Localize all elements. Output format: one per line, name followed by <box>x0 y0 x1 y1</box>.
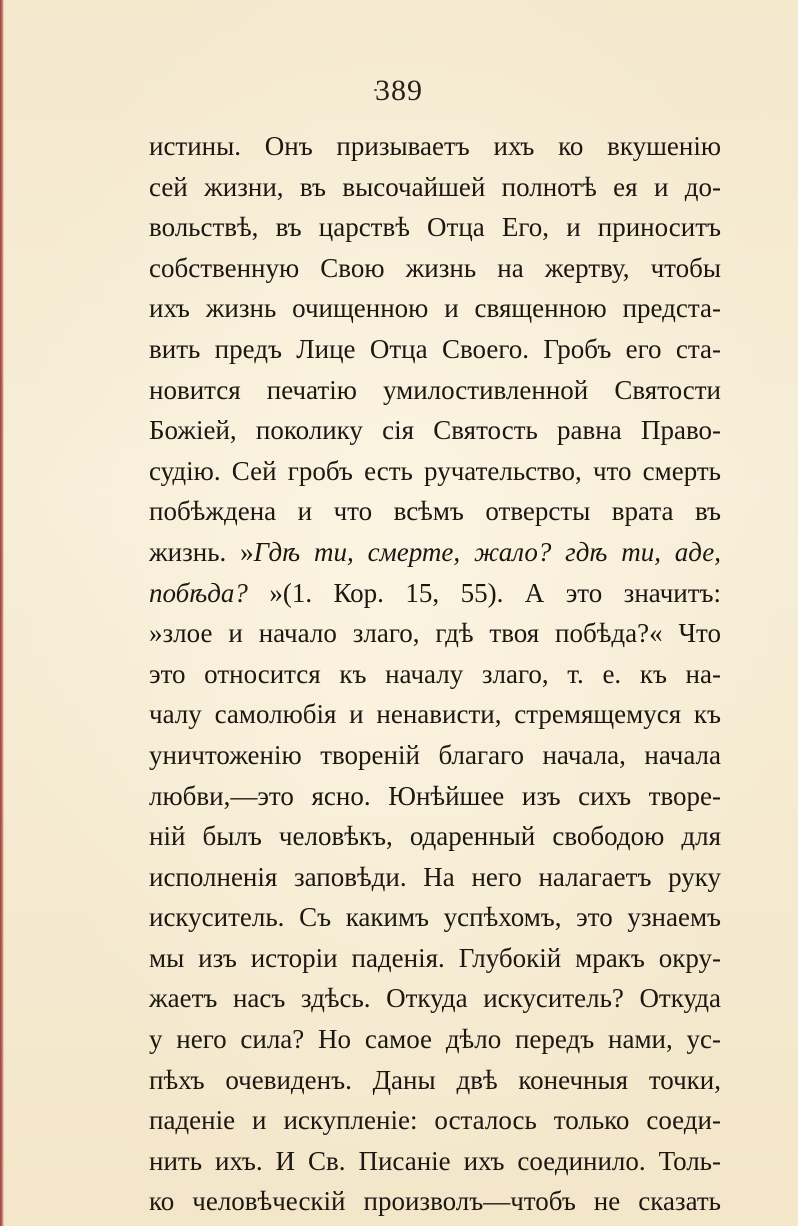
italic-quote: Гдѣ ти, смерте, жало? гдѣ ти, аде, <box>253 536 721 567</box>
text-line-26: нить ихъ. И Св. Писаніе ихъ соединило. Толь- <box>149 1145 721 1176</box>
text-line-21: мы изъ исторіи паденія. Глубокій мракъ окру- <box>149 942 721 973</box>
text-line-1: истины. Онъ призываетъ ихъ ко вкушенію <box>149 131 721 161</box>
text-line-7: новится печатію умилостивленной Святости <box>149 374 721 405</box>
text-line-8: Божіей, поколику сія Святость равна Право- <box>149 415 721 446</box>
text-line-25: паденіе и искупленіе: осталось только соеди- <box>149 1105 721 1136</box>
text-line-18: ній былъ человѣкъ, одаренный свободою для <box>149 821 721 852</box>
text-line-9: судію. Сей гробъ есть ручательство, что смерть <box>149 455 721 486</box>
text-line-16: уничтоженію твореній благаго начала, начала <box>149 739 721 770</box>
text-line-2: сей жизни, въ высочайшей полнотѣ ея и до- <box>149 171 721 202</box>
text-line-22: жаетъ насъ здѣсь. Откуда искуситель? Откуда <box>149 983 721 1014</box>
text-line-23: у него сила? Но самое дѣло передъ нами, ус- <box>149 1024 721 1055</box>
text-line-19: исполненія заповѣди. На него налагаетъ руку <box>149 861 721 892</box>
text-line-6: вить предъ Лице Отца Своего. Гробъ его ста- <box>149 333 721 364</box>
text-line-17: любви,—это ясно. Юнѣйшее изъ сихъ творе- <box>149 780 721 811</box>
text-line-11: жизнь. »Гдѣ ти, смерте, жало? гдѣ ти, аде, <box>149 536 721 567</box>
page-edge <box>0 0 4 1226</box>
italic-quote: побѣда? <box>149 577 248 608</box>
text-line-12: побѣда? »(1. Кор. 15, 55). А это значитъ: <box>149 577 721 608</box>
text-line-3: вольствѣ, въ царствѣ Отца Его, и приноситъ <box>149 212 721 243</box>
text-line-20: искуситель. Съ какимъ успѣхомъ, это узнаемъ <box>149 902 721 933</box>
text-line-27: ко человѣческій произволъ—чтобъ не сказать <box>149 1186 721 1217</box>
text-line-4: собственную Свою жизнь на жертву, чтобы <box>149 252 721 283</box>
text-line-13: »злое и начало злаго, гдѣ твоя побѣда?« Что <box>149 618 721 649</box>
text-line-15: чалу самолюбія и ненависти, стремящемуся къ <box>149 699 721 730</box>
text-line-14: это относится къ началу злаго, т. е. къ на- <box>149 658 721 689</box>
body-text <box>149 126 721 1222</box>
text-line-5: ихъ жизнь очищенною и священною предста- <box>149 293 721 324</box>
page-number: 389 <box>375 74 423 107</box>
text-line-10: побѣждена и что всѣмъ отверсты врата въ <box>149 496 721 527</box>
text-line-24: пѣхъ очевиденъ. Даны двѣ конечныя точки, <box>149 1064 721 1095</box>
